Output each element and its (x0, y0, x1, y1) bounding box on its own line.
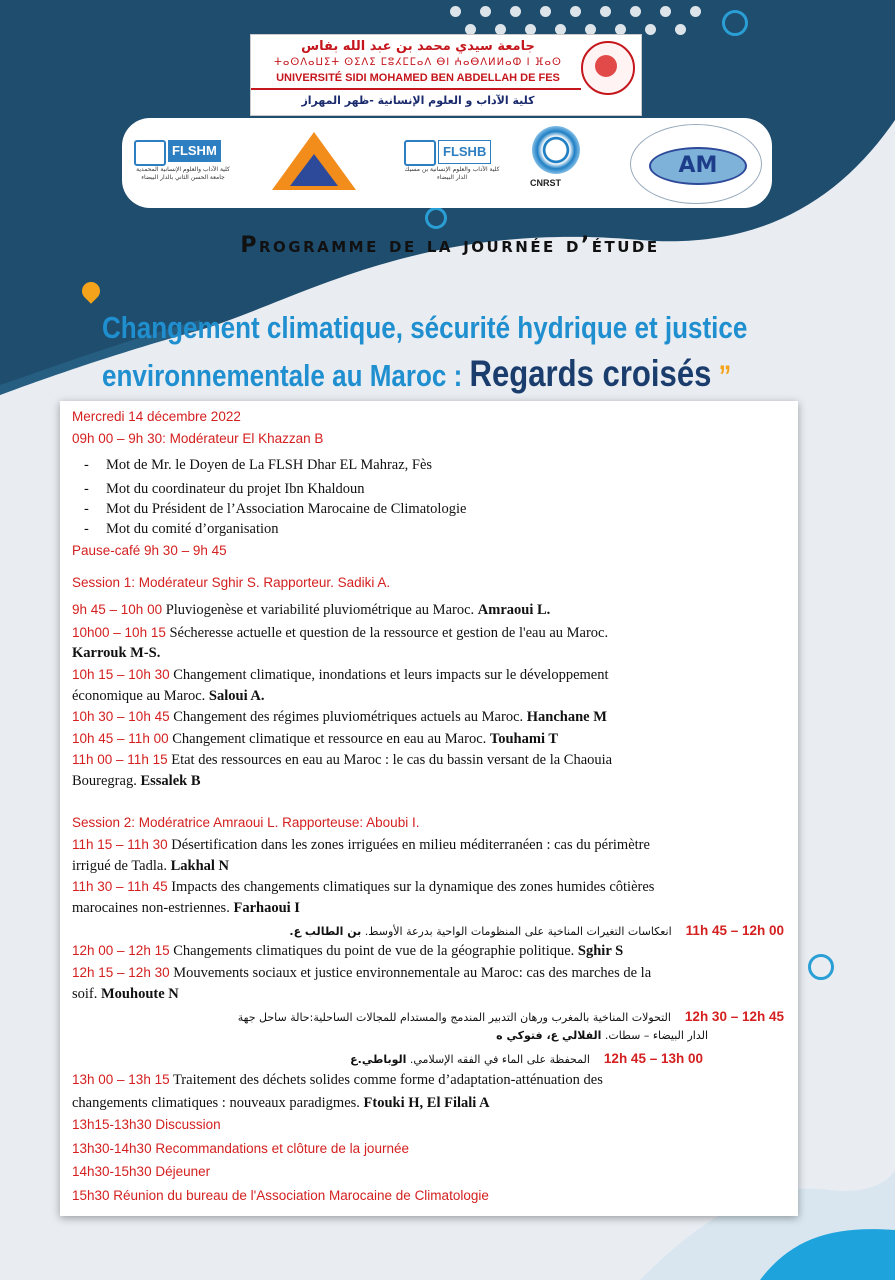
am-logo (630, 124, 762, 204)
program-item: 12h 15 – 12h 30 Mouvements sociaux et justice environnementale au Maroc: cas des marches de la (72, 965, 652, 981)
program-card (60, 401, 798, 1216)
program-item-arabic: 12h 30 – 12h 45 التحولات المناخية بالمغرب ورهان التدبير المندمج والمستدام للمجالات الساحلية:حالة ساحل جهة (237, 1009, 784, 1024)
closing: 13h30-14h30 Recommandations et clôture de la journée (72, 1141, 409, 1156)
flsh-m-mark-icon (134, 140, 166, 166)
partner-logos (122, 118, 772, 208)
list-item: - Mot du coordinateur du projet Ibn Khaldoun (84, 481, 365, 497)
program-item: 10h00 – 10h 15 Sécheresse actuelle et question de la ressource et gestion de l'eau au Maroc. (72, 625, 609, 641)
opening-session: 09h 00 – 9h 30: Modérateur El Khazzan B (72, 431, 324, 446)
decorative-ring (722, 10, 748, 36)
list-item: - Mot de Mr. le Doyen de La FLSH Dhar EL Mahraz, Fès (84, 457, 433, 473)
program-item: 9h 45 – 10h 00 Pluviogenèse et variabilité pluviométrique au Maroc. Amraoui L. (72, 602, 551, 618)
program-item-arabic-cont: الدار البيضاء – سطات. الفلالي ع، فتوكي ه (496, 1029, 708, 1042)
am-logo-text: AM (649, 147, 747, 185)
flsh-b-caption: كلية الآداب والعلوم الإنسانية بن مسيك الدار البيضاء (404, 166, 500, 181)
flsh-b-mark-icon (404, 140, 436, 166)
program-item-arabic: 12h 45 – 13h 00 المحفظة على الماء في الفقه الإسلامي. الوباطي.ع (350, 1051, 703, 1066)
session-1-heading: Session 1: Modérateur Sghir S. Rapporteur. Sadiki A. (72, 575, 391, 590)
university-name-arabic: جامعة سيدي محمد بن عبد الله بفاس (301, 39, 535, 54)
program-item-cont: Bouregrag. Essalek B (72, 773, 201, 789)
university-name-french: UNIVERSITÉ SIDI MOHAMED BEN ABDELLAH DE FES (276, 72, 560, 84)
program-item: 10h 15 – 10h 30 Changement climatique, inondations et leurs impacts sur le développement (72, 667, 609, 683)
subtitle-line-2: environnementale au Maroc : (102, 358, 470, 393)
program-item: 11h 30 – 11h 45 Impacts des changements climatiques sur la dynamique des zones humides côtières (72, 879, 655, 895)
program-item: 11h 00 – 11h 15 Etat des ressources en eau au Maroc : le cas du bassin versant de la Chaouia (72, 752, 613, 768)
program-item: 10h 45 – 11h 00 Changement climatique et ressource en eau au Maroc. Touhami T (72, 731, 559, 747)
decorative-ring (808, 954, 834, 980)
university-seal-icon (581, 41, 635, 95)
program-item-cont: soif. Mouhoute N (72, 986, 179, 1002)
event-subtitle (102, 305, 748, 400)
program-item: 11h 15 – 11h 30 Désertification dans les zones irriguées en milieu méditerranéen : cas du périmètre (72, 837, 650, 853)
program-item: 13h 00 – 13h 15 Traitement des déchets solides comme forme d’adaptation-atténuation des (72, 1072, 603, 1088)
program-date: Mercredi 14 décembre 2022 (72, 409, 241, 424)
list-item: - Mot du comité d’organisation (84, 521, 279, 537)
program-item: 12h 00 – 12h 15 Changements climatiques du point de vue de la géographie politique. Sghir S (72, 943, 624, 959)
flsh-b-logo: FLSHB (438, 140, 491, 164)
lunch: 14h30-15h30 Déjeuner (72, 1164, 211, 1179)
program-item-cont: marocaines non-estriennes. Farhaoui I (72, 900, 300, 916)
subtitle-accent: Regards croisés (469, 353, 712, 394)
decorative-ring (425, 207, 447, 229)
program-item-cont: économique au Maroc. Saloui A. (72, 688, 265, 704)
faculty-name: كلية الآداب و العلوم الإنسانية -ظهر المهراز (301, 94, 535, 107)
cnrst-logo-icon (532, 126, 580, 174)
program-item-cont: Karrouk M-S. (72, 645, 161, 661)
subtitle-line-1: Changement climatique, sécurité hydrique et justice (102, 310, 748, 345)
bureau-meeting: 15h30 Réunion du bureau de l'Association Marocaine de Climatologie (72, 1188, 489, 1203)
close-quote-icon: ” (718, 360, 732, 393)
university-header (250, 34, 642, 116)
session-2-heading: Session 2: Modératrice Amraoui L. Rapporteuse: Aboubi I. (72, 815, 420, 830)
program-item-cont: irrigué de Tadla. Lakhal N (72, 858, 230, 874)
discussion: 13h15-13h30 Discussion (72, 1117, 221, 1132)
program-item-cont: changements climatiques : nouveaux paradigmes. Ftouki H, El Filali A (72, 1095, 490, 1111)
program-item-arabic: 11h 45 – 12h 00 انعكاسات التغيرات المناخية على المنظومات الواحية بدرعة الأوسط. بن الطالب ع. (289, 923, 784, 938)
page-title: Programme de la journée d’étude (240, 233, 660, 258)
list-item: - Mot du Président de l’Association Marocaine de Climatologie (84, 501, 467, 517)
cnrst-label: CNRST (530, 178, 561, 188)
flsh-m-caption: كلية الآداب والعلوم الإنسانية المحمدية جامعة الحسن الثاني بالدار البيضاء (136, 166, 230, 181)
coffee-break: Pause-café 9h 30 – 9h 45 (72, 543, 227, 558)
university-name-tifinagh: ⵜⴰⵙⴷⴰⵡⵉⵜ ⵙⵉⴷⵉ ⵎⵓⵃⵎⵎⴰⴷ ⴱⵏ ⵄⴰⴱⴷⵍⵍⴰⵀ ⵏ ⴼⴰⵙ (274, 57, 562, 68)
program-item: 10h 30 – 10h 45 Changement des régimes pluviométriques actuels au Maroc. Hanchane M (72, 709, 607, 725)
flsh-m-logo: FLSHM (168, 140, 221, 162)
header-divider (251, 88, 581, 90)
pyramid-logo-inner-icon (290, 154, 338, 186)
